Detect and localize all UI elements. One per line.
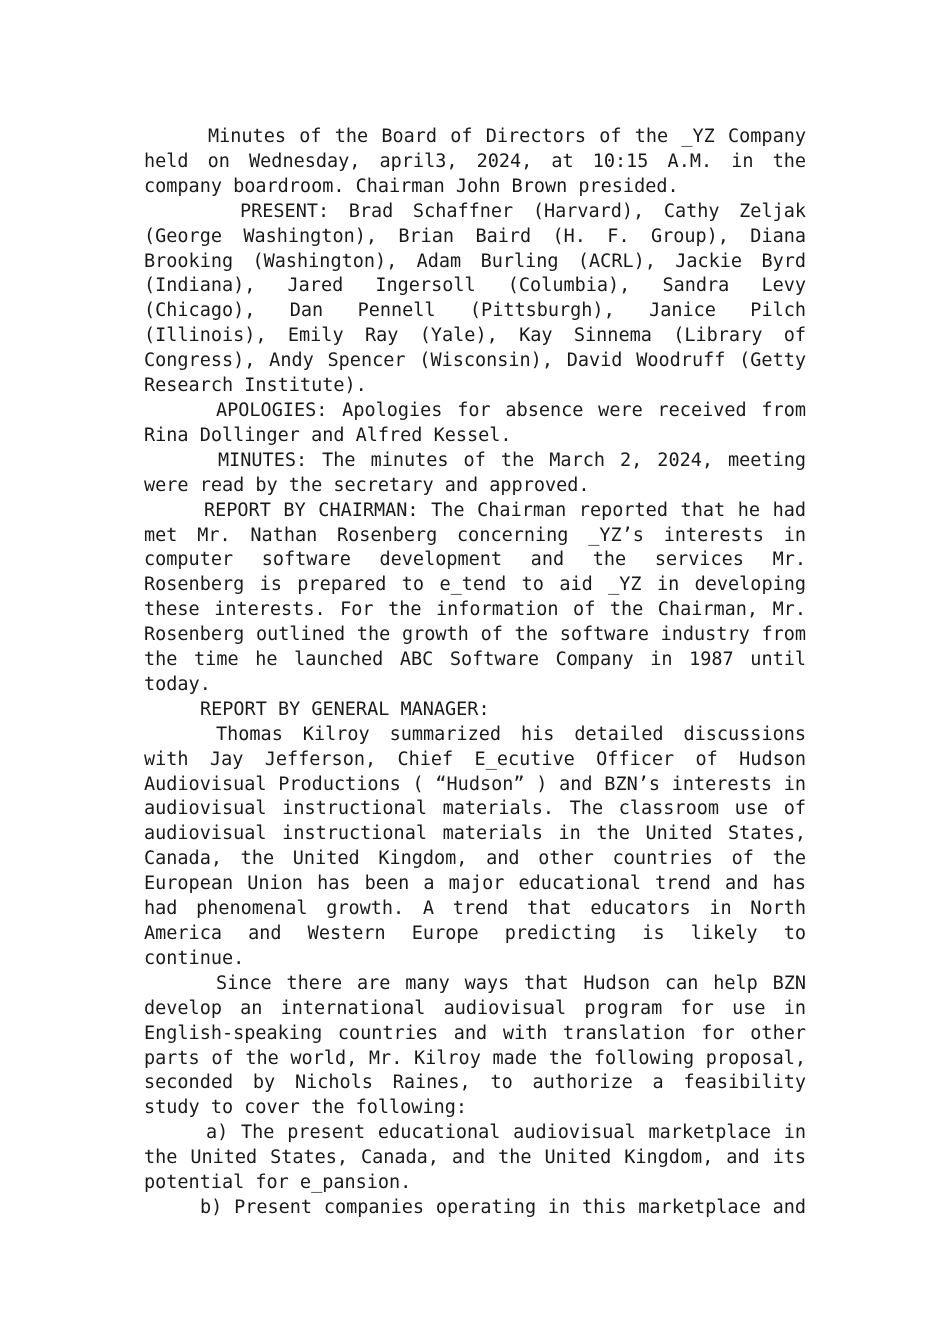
apologies-paragraph: APOLOGIES: Apologies for absence were received from Rina Dollinger and Alfred Kessel. — [144, 399, 806, 446]
intro-paragraph: Minutes of the Board of Directors of the _YZ Company held on Wednesday, april3, 2024, at 10:15 A.M. in the company boardroom. Chairman John Brown presided. — [144, 126, 806, 197]
minutes-paragraph: MINUTES: The minutes of the March 2, 2024, meeting were read by the secretary and approved. — [144, 449, 806, 496]
proposal-paragraph: Since there are many ways that Hudson can help BZN develop an international audiovisual program for use in English-speaking countries and with translation for other parts of the world, Mr. Kilroy made the following proposal, seconded by Nichols Raines, to authorize a feasibility study to cover the following: — [144, 972, 806, 1119]
list-item-b: b) Present companies operating in this marketplace and — [200, 1196, 806, 1218]
chairman-report-paragraph: REPORT BY CHAIRMAN: The Chairman reported that he had met Mr. Nathan Rosenberg concerning _YZ’s interests in computer software development and the services Mr. Rosenberg is prepared to e_tend to aid _YZ in developing these interests. For the information of the Chairman, Mr. Rosenberg outlined the growth of the software industry from the time he launched ABC Software Company in 1987 until today. — [144, 499, 806, 695]
general-manager-report-paragraph: Thomas Kilroy summarized his detailed discussions with Jay Jefferson, Chief E_ecutive Officer of Hudson Audiovisual Productions ( “Hudson” ) and BZN’s interests in audiovisual instructional materials. The classroom use of audiovisual instructional materials in the United States, Canada, the United Kingdom, and other countries of the European Union has been a major educational trend and has had phenomenal growth. A trend that educators in North America and Western Europe predicting is likely to continue. — [144, 723, 806, 969]
list-item-a: a) The present educational audiovisual marketplace in the United States, Canada, and the United Kingdom, and its potential for e_pansion. — [144, 1122, 806, 1194]
general-manager-heading: REPORT BY GENERAL MANAGER: — [200, 698, 490, 720]
document-page — [144, 125, 806, 1221]
present-paragraph: PRESENT: Brad Schaffner (Harvard), Cathy Zeljak (George Washington), Brian Baird (H. F. Group), Diana Brooking (Washington), Adam Burling (ACRL), Jackie Byrd (Indiana), Jared Ingersoll (Columbia), Sandra Levy (Chicago), Dan Pennell (Pittsburgh), Janice Pilch (Illinois), Emily Ray (Yale), Kay Sinnema (Library of Congress), Andy Spencer (Wisconsin), David Woodruff (Getty Research Institute). — [144, 200, 806, 397]
